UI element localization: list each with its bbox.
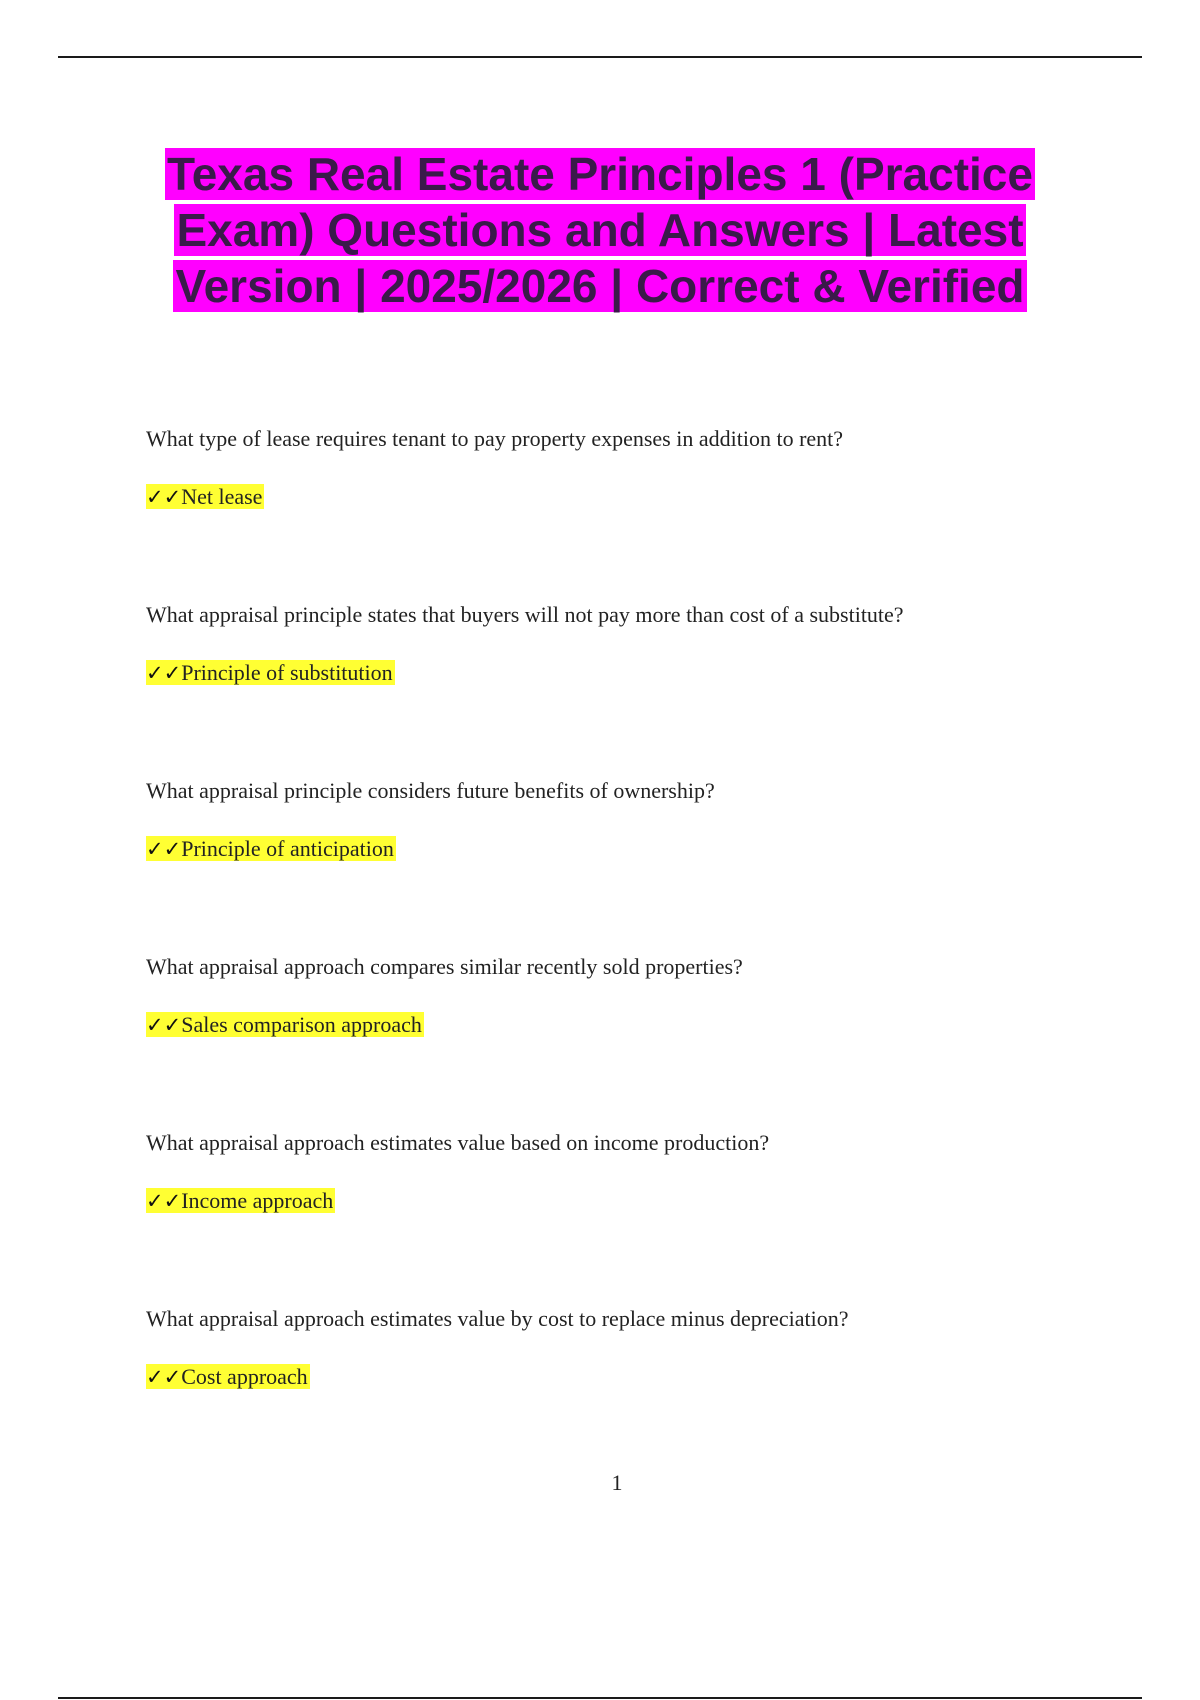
qa-item: [146, 424, 1106, 600]
answer: [146, 481, 264, 513]
bottom-rule: [58, 1697, 1142, 1699]
question-text: What appraisal principle states that buyers will not pay more than cost of a substitute?: [146, 602, 904, 627]
answer-text: Sales comparison approach: [181, 1012, 422, 1037]
qa-item: [146, 1128, 1106, 1304]
double-check-icon: ✓✓: [146, 485, 182, 509]
answer: [146, 1361, 310, 1393]
document-title: [120, 146, 1080, 314]
answer-text: Principle of substitution: [181, 660, 393, 685]
answer: [146, 1185, 335, 1217]
double-check-icon: ✓✓: [146, 1013, 182, 1037]
answer-highlight: [146, 484, 264, 509]
qa-item: [146, 1304, 1106, 1480]
answer: [146, 1009, 424, 1041]
double-check-icon: ✓✓: [146, 661, 182, 685]
answer-highlight: [146, 660, 395, 685]
answer-highlight: [146, 1364, 310, 1389]
answer-highlight: [146, 836, 396, 861]
document-title-text: Texas Real Estate Principles 1 (Practice Exam) Questions and Answers | Latest Version | 2025/2026 | Correct & Verified: [167, 148, 1033, 312]
question-text: What appraisal approach estimates value based on income production?: [146, 1130, 770, 1155]
answer: [146, 833, 396, 865]
page-number: 1: [611, 1470, 623, 1495]
answer: [146, 657, 395, 689]
answer-highlight: [146, 1188, 335, 1213]
qa-item: [146, 600, 1106, 776]
answer-text: Cost approach: [181, 1364, 308, 1389]
title-block: [120, 146, 1080, 314]
answer-text: Net lease: [181, 484, 263, 509]
question-text: What type of lease requires tenant to pay property expenses in addition to rent?: [146, 426, 844, 451]
answer-text: Principle of anticipation: [181, 836, 394, 861]
top-rule: [58, 56, 1142, 58]
double-check-icon: ✓✓: [146, 1189, 182, 1213]
double-check-icon: ✓✓: [146, 837, 182, 861]
answer-text: Income approach: [181, 1188, 334, 1213]
question-text: What appraisal principle considers future benefits of ownership?: [146, 778, 715, 803]
question-text: What appraisal approach compares similar recently sold properties?: [146, 954, 743, 979]
question-text: What appraisal approach estimates value by cost to replace minus depreciation?: [146, 1306, 849, 1331]
qa-item: [146, 776, 1106, 952]
double-check-icon: ✓✓: [146, 1365, 182, 1389]
qa-list: [146, 424, 1106, 1480]
qa-item: [146, 952, 1106, 1128]
answer-highlight: [146, 1012, 424, 1037]
